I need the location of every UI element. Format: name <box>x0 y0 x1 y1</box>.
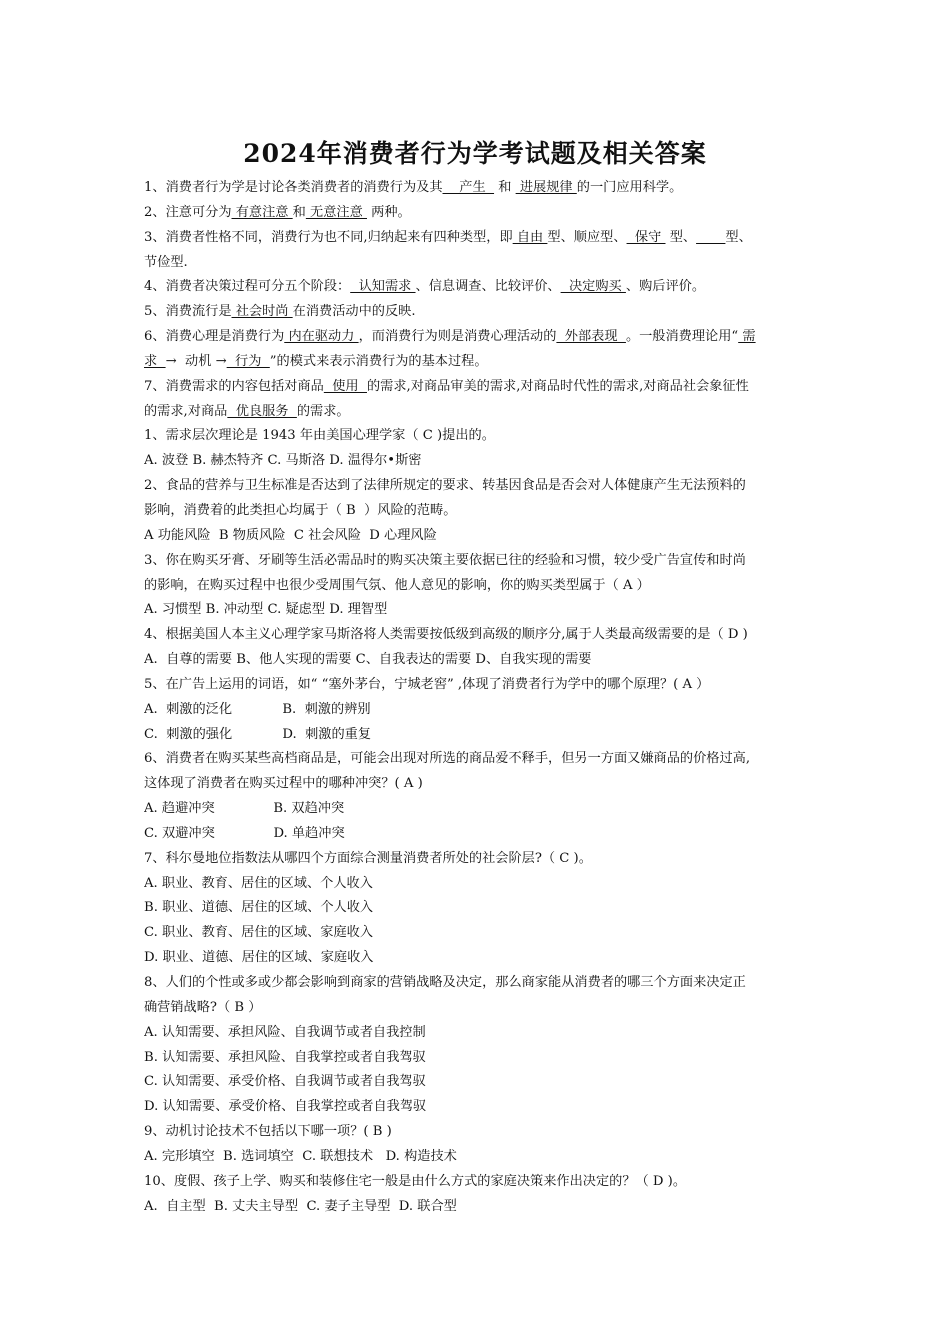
text-segment: 5、在广告上运用的词语，如“ “塞外茅台，宁城老窖” ,体现了消费者行为学中的哪个原理？( A ） <box>144 676 710 692</box>
text-segment: 4、消费者决策过程可分五个阶段： <box>144 279 351 295</box>
text-segment: 7、科尔曼地位指数法从哪四个方面综合测量消费者所处的社会阶层?（ C )。 <box>144 850 592 866</box>
text-line <box>144 1120 810 1145</box>
text-segment: 两种。 <box>366 204 411 220</box>
text-segment: A. 认知需要、承担风险、自我调节或者自我控制 <box>144 1024 426 1040</box>
answer-blank: 求 <box>144 353 166 369</box>
text-line <box>144 648 810 673</box>
answer-blank: 外部表现 <box>556 329 626 345</box>
text-segment: 7、消费需求的内容包括对商品 <box>144 378 324 394</box>
page-title: 2024年消费者行为学考试题及相关答案 <box>243 139 707 168</box>
text-segment: 和 <box>292 204 306 220</box>
text-line <box>144 549 810 574</box>
text-segment: 、购后评价。 <box>625 279 706 295</box>
text-segment: B. 认知需要、承担风险、自我掌控或者自我驾驭 <box>144 1049 426 1065</box>
text-segment: 的影响，在购买过程中也很少受周围气氛、他人意见的影响，你的购买类型属于（ A ） <box>144 577 650 593</box>
text-segment: ”的模式来表示消费行为的基本过程。 <box>269 353 488 369</box>
text-segment: 型、 <box>725 229 752 245</box>
text-segment: 5、消费流行是 <box>144 304 232 320</box>
text-line <box>144 996 810 1021</box>
text-line <box>144 598 810 623</box>
text-segment: 3、你在购买牙膏、牙刷等生活必需品时的购买决策主要依据已往的经验和习惯，较少受广告宣传和时尚 <box>144 552 746 568</box>
text-line <box>144 251 810 276</box>
text-segment: 影响，消费着的此类担心均属于（ B ）风险的范畴。 <box>144 502 457 518</box>
text-line <box>144 921 810 946</box>
text-line <box>144 1195 810 1220</box>
text-line <box>144 325 810 350</box>
text-segment: 1、消费者行为学是讨论各类消费者的消费行为及其 <box>144 180 443 195</box>
text-segment: A. 自主型 B. 丈夫主导型 C. 妻子主导型 D. 联合型 <box>144 1198 457 1214</box>
text-line <box>144 275 810 300</box>
text-line <box>144 1046 810 1071</box>
text-segment: 型、顺应型、 <box>547 229 627 245</box>
answer-blank: 无意注意 <box>305 204 367 220</box>
text-segment: A 功能风险 B 物质风险 C 社会风险 D 心理风险 <box>144 527 437 543</box>
text-line <box>144 574 810 599</box>
text-segment: 型、 <box>665 229 697 245</box>
text-line <box>144 747 810 772</box>
text-segment: 在消费活动中的反映. <box>292 304 416 320</box>
text-segment: 6、消费心理是消费行为 <box>144 329 285 345</box>
text-segment: A. 趋避冲突 B. 双趋冲突 <box>144 801 345 817</box>
answer-blank: 产生 <box>442 180 495 195</box>
text-segment: A. 自尊的需要 B、他人实现的需要 C、自我表达的需要 D、自我实现的需要 <box>144 652 592 668</box>
document-body <box>144 176 810 1219</box>
text-segment: A. 习惯型 B. 冲动型 C. 疑虑型 D. 理智型 <box>144 602 388 618</box>
text-line <box>144 474 810 499</box>
answer-blank: 使用 <box>323 378 367 394</box>
text-line <box>144 971 810 996</box>
text-line <box>144 623 810 648</box>
text-segment: 。一般消费理论用“ <box>625 329 739 345</box>
text-line <box>144 772 810 797</box>
text-segment: → 动机 → <box>165 353 227 369</box>
text-segment: 节俭型. <box>144 254 188 270</box>
text-line <box>144 499 810 524</box>
text-segment: 10、度假、孩子上学、购买和装修住宅一般是由什么方式的家庭决策来作出决定的？（ D )。 <box>144 1173 687 1189</box>
text-line <box>144 1070 810 1095</box>
text-line <box>144 946 810 971</box>
answer-blank: 认知需求 <box>350 279 416 295</box>
text-segment: 6、消费者在购买某些高档商品是，可能会出现对所选的商品爱不释手，但另一方面又嫌商品的价格过高, <box>144 751 751 767</box>
answer-blank: 需 <box>738 329 756 345</box>
text-segment: B. 职业、道德、居住的区域、个人收入 <box>144 900 374 916</box>
text-segment: 1、需求层次理论是 1943 年由美国心理学家（ C )提出的。 <box>144 428 495 444</box>
text-segment: 和 <box>494 180 516 195</box>
text-segment: D. 认知需要、承受价格、自我掌控或者自我驾驭 <box>144 1099 427 1115</box>
text-segment: 、信息调查、比较评价、 <box>415 279 561 295</box>
text-segment: 9、动机讨论技术不包括以下哪一项？( B ) <box>144 1124 392 1140</box>
text-line <box>144 1021 810 1046</box>
text-segment: C. 刺激的强化 D. 刺激的重复 <box>144 726 372 742</box>
text-segment: 3、消费者性格不同，消费行为也不同,归纳起来有四种类型，即 <box>144 229 513 245</box>
text-segment: 2、注意可分为 <box>144 204 232 220</box>
text-segment: C. 职业、教育、居住的区域、家庭收入 <box>144 925 374 941</box>
text-segment: A. 完形填空 B. 选词填空 C. 联想技术 D. 构造技术 <box>144 1148 457 1164</box>
text-line <box>144 176 810 201</box>
text-segment: C. 双避冲突 D. 单趋冲突 <box>144 825 345 841</box>
answer-blank: 行为 <box>226 353 270 369</box>
text-line <box>144 822 810 847</box>
text-line <box>144 673 810 698</box>
text-line <box>144 300 810 325</box>
text-segment: A. 职业、教育、居住的区域、个人收入 <box>144 875 373 891</box>
answer-blank <box>696 230 725 245</box>
answer-blank: 有意注意 <box>231 204 293 220</box>
text-line <box>144 1170 810 1195</box>
answer-blank: 自由 <box>512 229 548 245</box>
text-line <box>144 847 810 872</box>
text-segment: 的需求。 <box>296 403 350 419</box>
answer-blank: 社会时尚 <box>231 304 293 320</box>
text-segment: 8、人们的个性或多或少都会影响到商家的营销战略及决定，那么商家能从消费者的哪三个方面来决定正 <box>144 975 746 990</box>
answer-blank: 内在驱动力 <box>284 329 359 345</box>
text-line <box>144 424 810 449</box>
answer-blank: 进展规律 <box>515 180 577 195</box>
text-line <box>144 797 810 822</box>
text-segment: D. 职业、道德、居住的区域、家庭收入 <box>144 950 374 966</box>
answer-blank: 决定购买 <box>560 279 626 295</box>
answer-blank: 保守 <box>626 229 666 245</box>
text-line <box>144 449 810 474</box>
text-segment: A. 刺激的泛化 B. 刺激的辨别 <box>144 701 371 717</box>
text-line <box>144 400 810 425</box>
text-line <box>144 524 810 549</box>
text-line <box>144 1095 810 1120</box>
text-line <box>144 872 810 897</box>
text-segment: C. 认知需要、承受价格、自我调节或者自我驾驭 <box>144 1074 426 1090</box>
text-segment: A. 波登 B. 赫杰特齐 C. 马斯洛 D. 温得尔•斯密 <box>144 453 422 469</box>
text-line <box>144 201 810 226</box>
text-line <box>144 723 810 748</box>
text-line <box>144 226 810 251</box>
text-segment: 的一门应用科学。 <box>576 180 683 195</box>
text-segment: 4、根据美国人本主义心理学家马斯洛将人类需要按低级到高级的顺序分,属于人类最高级需要的是（ D ) <box>144 627 748 643</box>
text-line <box>144 350 810 375</box>
text-line <box>144 698 810 723</box>
answer-blank: 优良服务 <box>227 403 297 419</box>
text-line <box>144 896 810 921</box>
text-segment: 2、食品的营养与卫生标准是否达到了法律所规定的要求、转基因食品是否会对人体健康产生无法预料的 <box>144 478 746 494</box>
text-line <box>144 1145 810 1170</box>
text-segment: ，而消费行为则是消费心理活动的 <box>358 329 557 345</box>
text-line <box>144 375 810 400</box>
text-segment: 的需求,对商品审美的需求,对商品时代性的需求,对商品社会象征性 <box>366 378 749 394</box>
text-segment: 确营销战略?（ B ） <box>144 999 262 1015</box>
text-segment: 这体现了消费者在购买过程中的哪种冲突？( A ) <box>144 776 423 792</box>
text-segment: 的需求,对商品 <box>144 403 228 419</box>
